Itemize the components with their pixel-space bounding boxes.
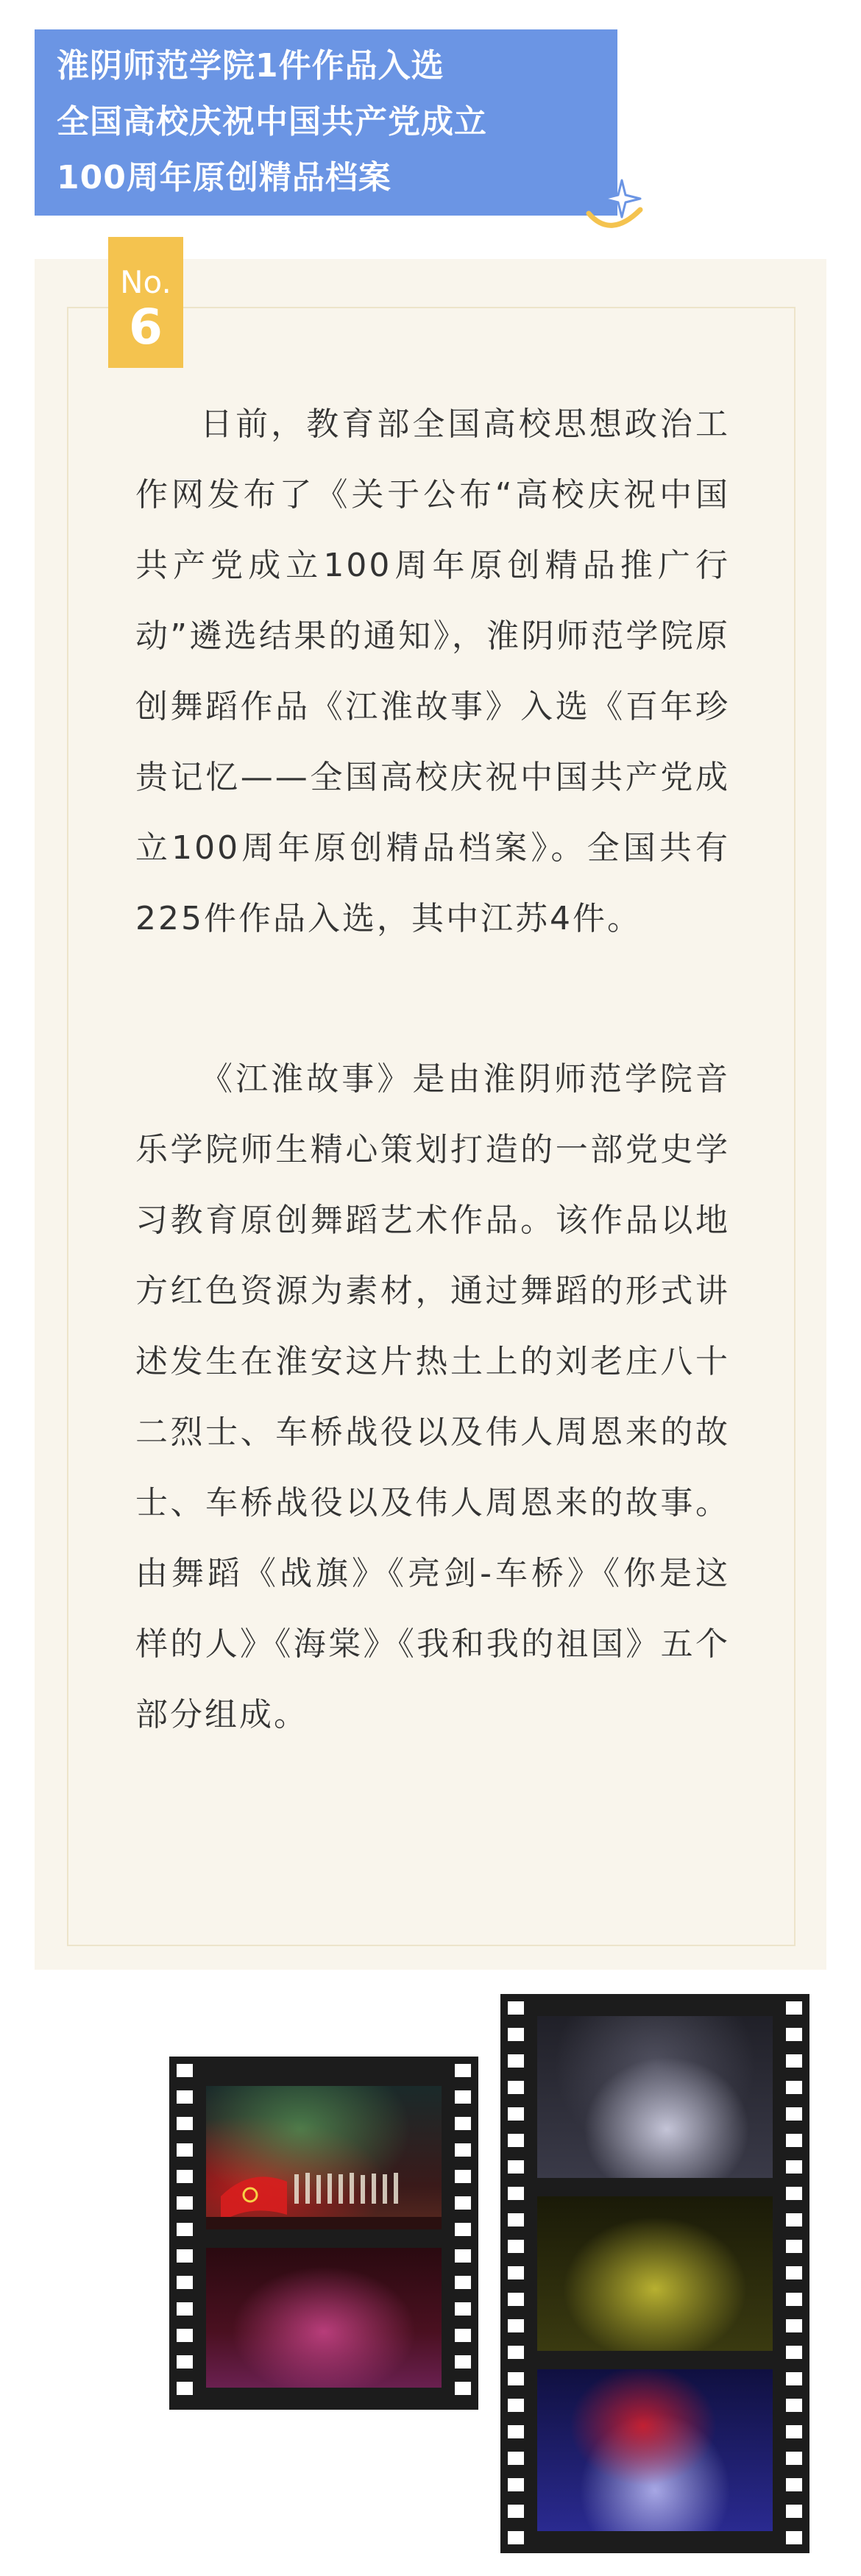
badge-prefix: No. <box>120 264 171 300</box>
number-badge <box>108 237 183 368</box>
title-line: 全国高校庆祝中国共产党成立 <box>57 103 487 141</box>
paragraph-2: 《江淮故事》是由淮阴师范学院音乐学院师生精心策划打造的一部党史学习教育原创舞蹈艺术作品。该作品以地方红色资源为素材，通过舞蹈的形式讲述发生在淮安这片热土上的刘老庄八十二烈士、车桥战役以及伟人周恩来的故士、车桥战役以及伟人周恩来的故事。由舞蹈《战旗》《亮剑-车桥》《你是这样的人》《海棠》《我和我的祖国》五个部分组成。 <box>135 1060 730 1734</box>
article-card <box>35 259 826 1970</box>
paragraph-1: 日前，教育部全国高校思想政治工作网发布了《关于公布“高校庆祝中国共产党成立100周年原创精品推广行动”遴选结果的通知》，淮阴师范学院原创舞蹈作品《江淮故事》入选《百年珍贵记忆——全国高校庆祝中国共产党成立100周年原创精品档案》。全国共有225件作品入选，其中江苏4件。 <box>135 405 730 937</box>
film-sprocket-holes <box>786 2001 802 2546</box>
sparkle-icon <box>581 169 655 243</box>
dance-photo-pink-stage <box>206 2248 442 2388</box>
article-title-banner <box>35 29 617 216</box>
dance-photo-yellow-stage <box>537 2196 773 2351</box>
film-strip-right <box>500 1994 809 2553</box>
title-line: 100周年原创精品档案 <box>57 159 391 196</box>
badge-number: 6 <box>129 299 163 355</box>
dance-photo-red-silk <box>537 2369 773 2531</box>
hammer-sickle-icon <box>206 2086 442 2229</box>
film-sprocket-holes <box>455 2064 471 2402</box>
dance-photo-white-dancers <box>537 2016 773 2178</box>
film-sprocket-holes <box>508 2001 524 2546</box>
film-strip-left <box>169 2057 478 2410</box>
film-sprocket-holes <box>177 2064 193 2402</box>
article-title <box>57 38 487 206</box>
title-line: 淮阴师范学院1件作品入选 <box>57 47 444 85</box>
dance-photo-red-flag <box>206 2086 442 2229</box>
